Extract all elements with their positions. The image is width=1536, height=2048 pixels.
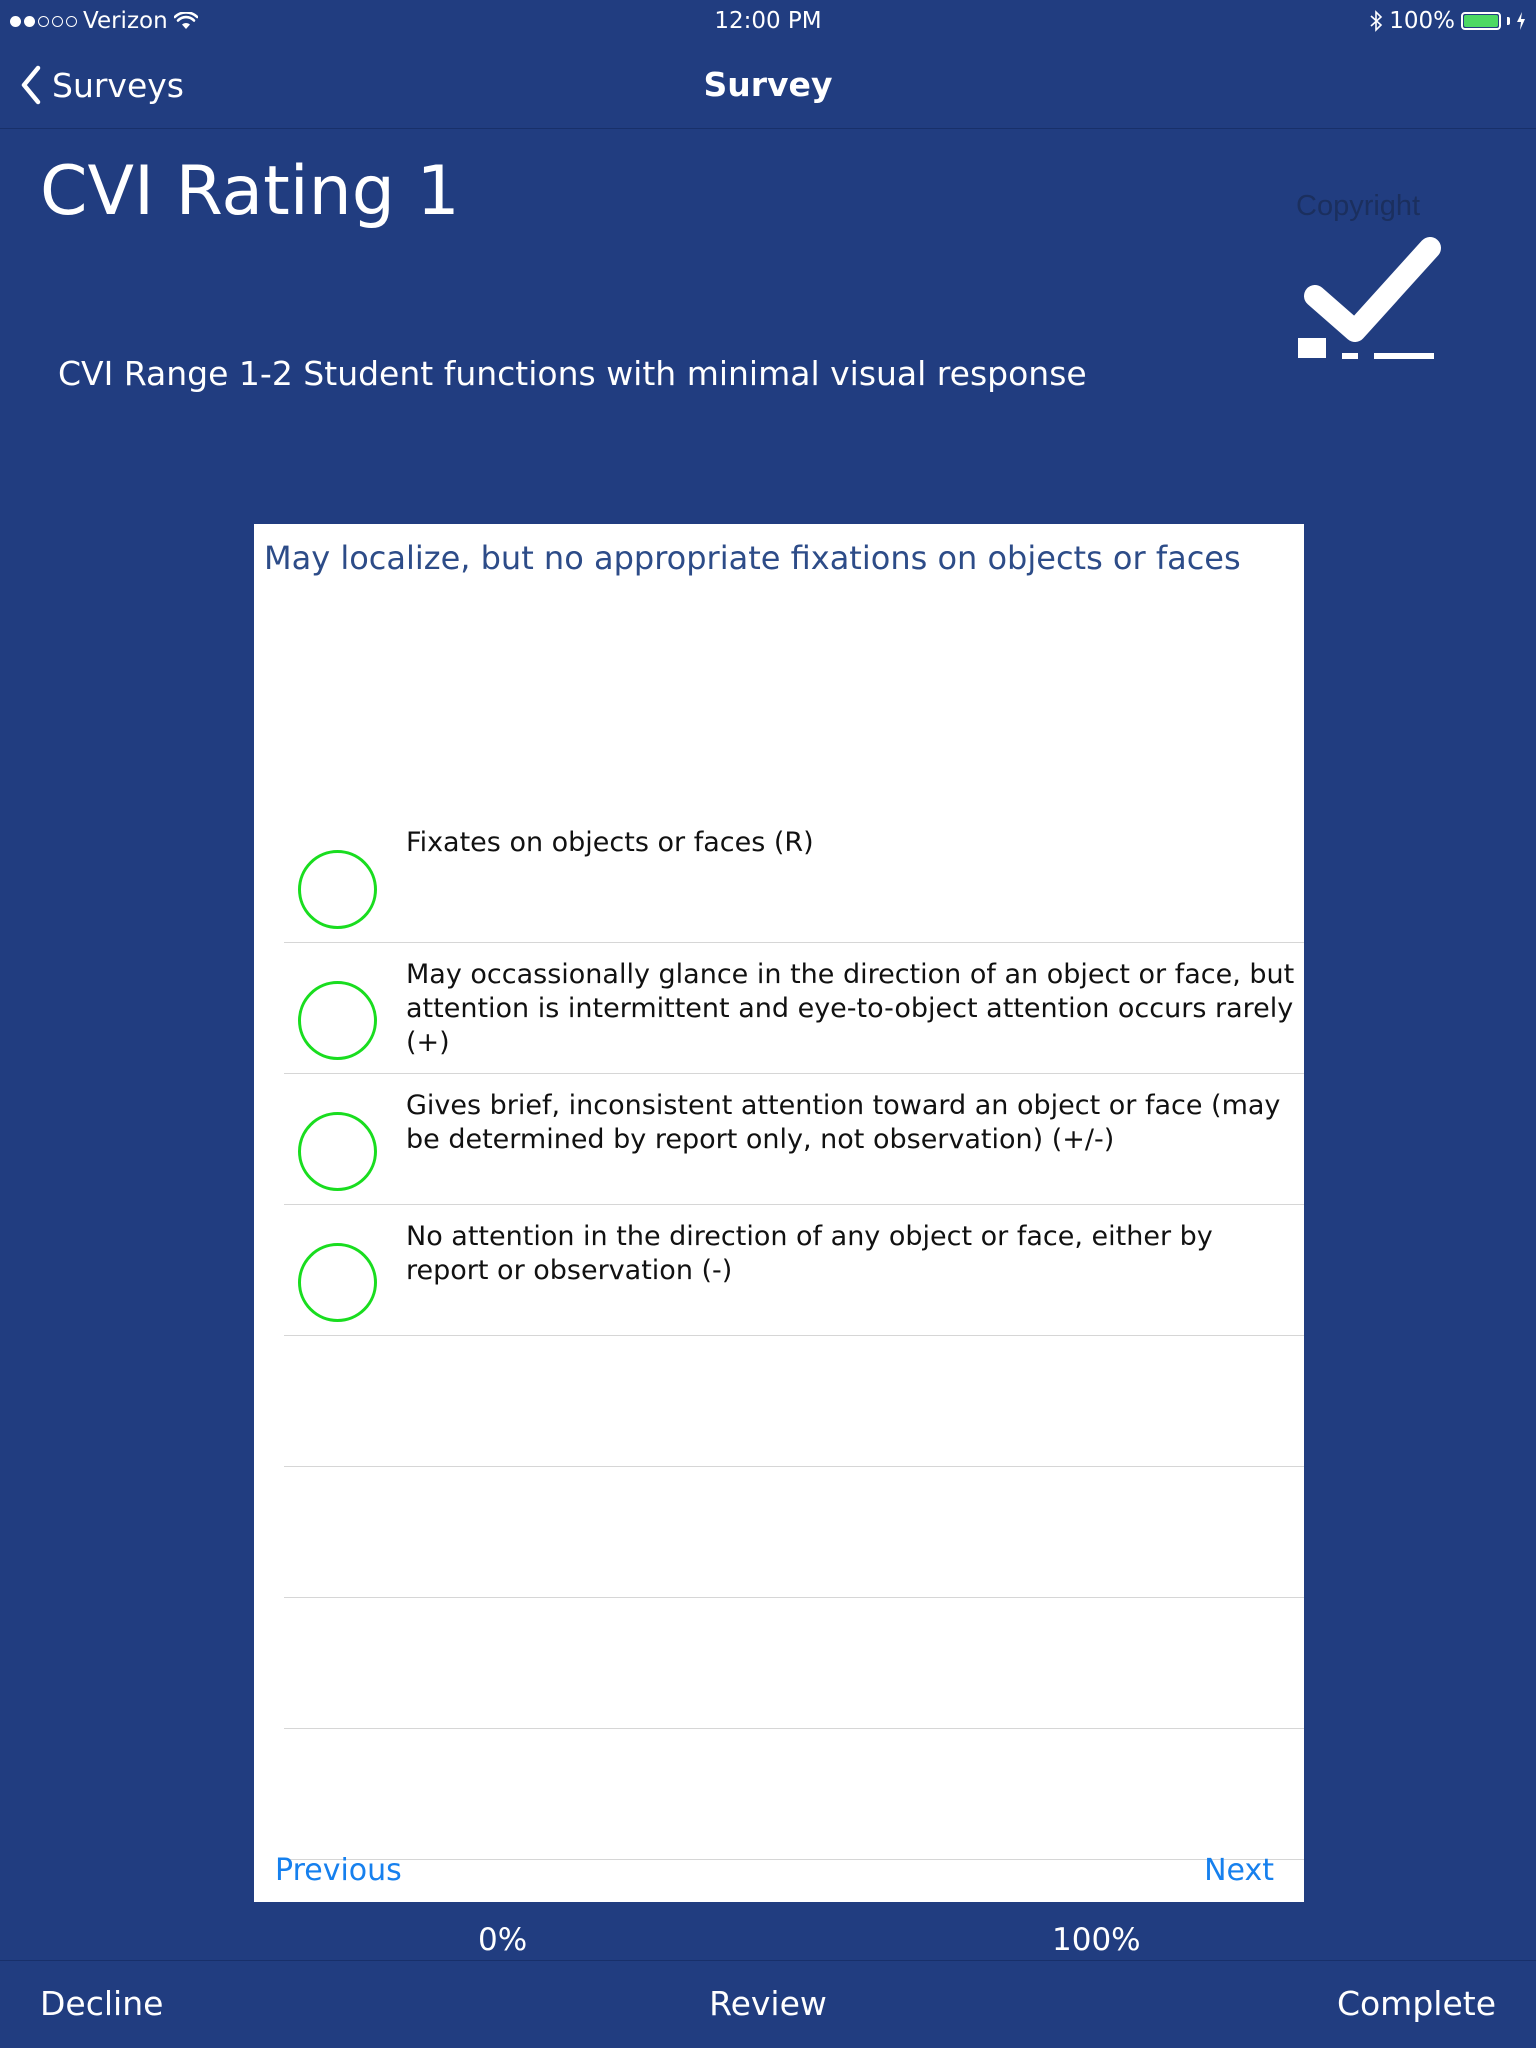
battery-icon <box>1461 12 1501 30</box>
toolbar-divider <box>0 1960 1536 1961</box>
page-title: CVI Rating 1 <box>40 152 460 231</box>
radio-button[interactable] <box>298 1243 377 1322</box>
answer-option-label: May occassionally glance in the direction of an object or face, but attention is intermittent and eye-to-object attention occurs rarely (+) <box>406 959 1295 1058</box>
charging-icon <box>1516 12 1526 30</box>
checkmark-logo-icon <box>1292 195 1442 365</box>
radio-button[interactable] <box>298 981 377 1060</box>
progress-end-label: 100% <box>1052 1922 1141 1958</box>
battery-cap <box>1507 17 1510 25</box>
logo-copyright-text: Copyright <box>1296 190 1421 222</box>
complete-button[interactable]: Complete <box>1336 1984 1496 2023</box>
review-button-container <box>0 1982 1536 2026</box>
answer-option[interactable] <box>284 1074 1304 1205</box>
empty-row <box>284 1729 1304 1860</box>
nav-divider <box>0 128 1536 129</box>
nav-title: Survey <box>703 65 833 104</box>
status-time: 12:00 PM <box>714 8 822 34</box>
answer-option[interactable] <box>284 1205 1304 1336</box>
battery-percent: 100% <box>1389 8 1455 34</box>
empty-row <box>284 1598 1304 1729</box>
answer-option-label: No attention in the direction of any object or face, either by report or observation (-) <box>406 1221 1213 1286</box>
answer-options-list <box>284 811 1304 1860</box>
carrier-label: Verizon <box>83 8 168 34</box>
survey-subtitle: CVI Range 1-2 Student functions with minimal visual response <box>58 354 1087 393</box>
review-button[interactable]: Review <box>709 1984 827 2023</box>
question-text: May localize, but no appropriate fixations on objects or faces <box>264 539 1241 577</box>
back-button-label: Surveys <box>52 65 184 105</box>
next-button[interactable]: Next <box>1204 1853 1274 1888</box>
radio-button[interactable] <box>298 1112 377 1191</box>
survey-card <box>254 524 1304 1902</box>
empty-row <box>284 1336 1304 1467</box>
progress-start-label: 0% <box>478 1922 528 1958</box>
decline-button[interactable]: Decline <box>40 1984 164 2023</box>
status-bar-right <box>1369 6 1526 36</box>
answer-option[interactable] <box>284 943 1304 1074</box>
previous-button[interactable]: Previous <box>275 1853 402 1888</box>
answer-option-label: Fixates on objects or faces (R) <box>406 827 814 858</box>
bluetooth-icon <box>1369 10 1383 32</box>
answer-option-label: Gives brief, inconsistent attention toward an object or face (may be determined by report only, not observation) (+/-) <box>406 1090 1281 1155</box>
empty-row <box>284 1467 1304 1598</box>
radio-button[interactable] <box>298 850 377 929</box>
answer-option[interactable] <box>284 811 1304 943</box>
